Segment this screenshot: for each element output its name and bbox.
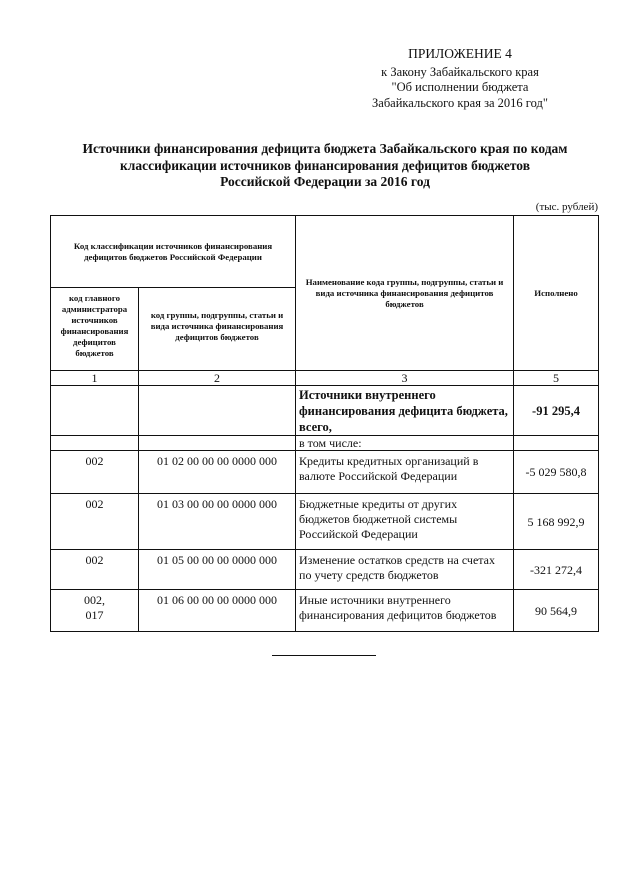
header-name: Наименование кода группы, подгруппы, статьи и вида источника финансирования дефицитов бюджетов bbox=[296, 216, 514, 371]
total-row bbox=[51, 386, 599, 436]
column-numbers-row bbox=[51, 371, 599, 386]
units-label: (тыс. рублей) bbox=[535, 201, 598, 213]
row-admin-code: 002 bbox=[51, 451, 139, 494]
table-row bbox=[51, 451, 599, 494]
appendix-line-2: "Об исполнении бюджета bbox=[391, 80, 529, 94]
column-number-1: 1 bbox=[51, 371, 139, 386]
row-group-code: 01 06 00 00 00 0000 000 bbox=[139, 590, 296, 632]
row-group-code: 01 02 00 00 00 0000 000 bbox=[139, 451, 296, 494]
header-row-top bbox=[51, 216, 599, 288]
total-code-cell bbox=[139, 386, 296, 436]
appendix-line-1: к Закону Забайкальского края bbox=[381, 64, 539, 79]
row-group-code: 01 05 00 00 00 0000 000 bbox=[139, 550, 296, 590]
column-number-2: 2 bbox=[139, 371, 296, 386]
row-admin-code-line-1: 002, bbox=[84, 593, 105, 607]
column-number-3: 3 bbox=[296, 371, 514, 386]
row-name: Бюджетные кредиты от других бюджетов бюджетной системы Российской Федерации bbox=[296, 494, 514, 550]
row-value: -5 029 580,8 bbox=[514, 451, 599, 494]
row-value: -321 272,4 bbox=[514, 550, 599, 590]
total-value: -91 295,4 bbox=[514, 386, 599, 436]
row-admin-code: 002 bbox=[51, 494, 139, 550]
row-admin-code bbox=[51, 590, 139, 632]
including-code-cell bbox=[139, 436, 296, 451]
document-title-line-3: Российской Федерации за 2016 год bbox=[220, 174, 430, 189]
table-row bbox=[51, 550, 599, 590]
row-name: Кредиты кредитных организаций в валюте Российской Федерации bbox=[296, 451, 514, 494]
table-row bbox=[51, 494, 599, 550]
total-admin-cell bbox=[51, 386, 139, 436]
column-number-5: 5 bbox=[514, 371, 599, 386]
header-classification-code: Код классификации источников финансирования дефицитов бюджетов Российской Федерации bbox=[51, 216, 296, 288]
including-value-cell bbox=[514, 436, 599, 451]
closing-rule bbox=[272, 655, 376, 656]
row-admin-code-line-2: 017 bbox=[85, 608, 104, 622]
row-name: Изменение остатков средств на счетах по учету средств бюджетов bbox=[296, 550, 514, 590]
appendix-header bbox=[360, 46, 560, 111]
row-admin-code: 002 bbox=[51, 550, 139, 590]
header-admin-code: код главного администратора источников финансирования дефицитов бюджетов bbox=[51, 288, 139, 371]
including-row bbox=[51, 436, 599, 451]
appendix-title: ПРИЛОЖЕНИЕ 4 bbox=[408, 46, 512, 61]
including-admin-cell bbox=[51, 436, 139, 451]
row-value: 90 564,9 bbox=[514, 590, 599, 632]
document-title-line-1: Источники финансирования дефицита бюджета Забайкальского края по кодам bbox=[82, 141, 568, 156]
including-label: в том числе: bbox=[296, 436, 514, 451]
document-title-line-2: классификации источников финансирования дефицитов бюджетов bbox=[120, 157, 530, 173]
row-group-code: 01 03 00 00 00 0000 000 bbox=[139, 494, 296, 550]
header-executed: Исполнено bbox=[514, 216, 599, 371]
row-value: 5 168 992,9 bbox=[514, 494, 599, 550]
sources-table bbox=[50, 215, 599, 632]
total-name: Источники внутреннего финансирования дефицита бюджета, всего, bbox=[296, 386, 514, 436]
appendix-line-3: Забайкальского края за 2016 год" bbox=[372, 95, 548, 110]
row-name: Иные источники внутреннего финансирования дефицитов бюджетов bbox=[296, 590, 514, 632]
header-group-code: код группы, подгруппы, статьи и вида источника финансирования дефицитов бюджетов bbox=[139, 288, 296, 371]
document-title bbox=[60, 141, 590, 191]
table-row bbox=[51, 590, 599, 632]
